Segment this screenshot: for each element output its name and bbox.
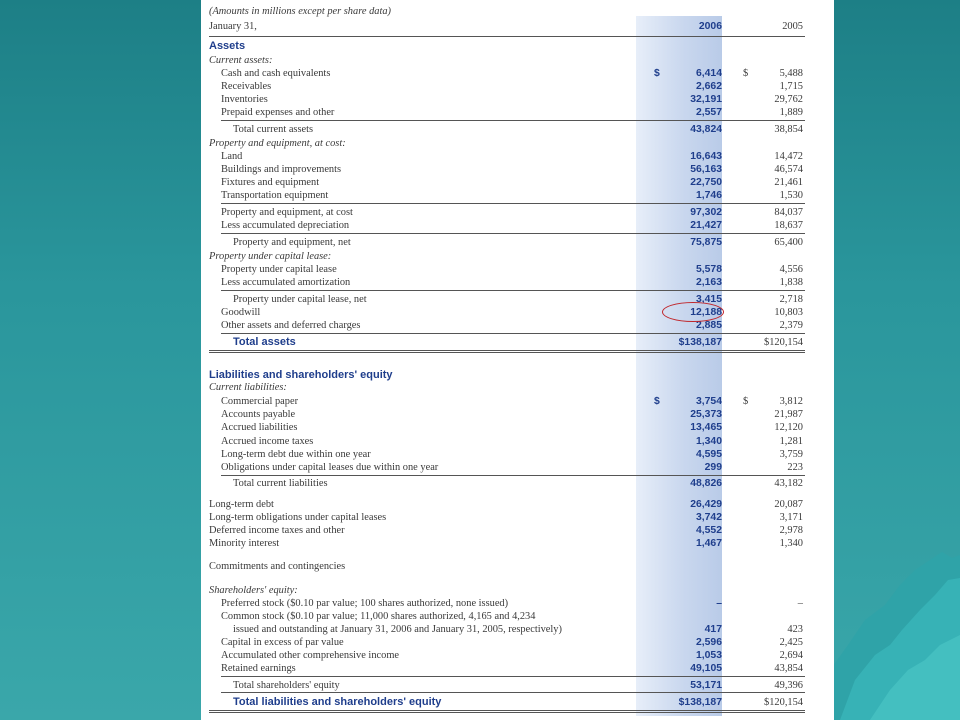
value-2006: 25,373	[690, 409, 722, 420]
value-2006: 5,578	[695, 264, 722, 275]
table-row	[209, 435, 801, 448]
row-label: Deferred income taxes and other	[209, 525, 345, 536]
balance-sheet-page	[201, 0, 834, 720]
commitments-row	[209, 560, 801, 573]
table-row	[209, 597, 801, 610]
lease-heading	[209, 250, 801, 263]
rule	[221, 290, 805, 291]
value-2005: 1,889	[779, 107, 803, 118]
value-2006: 32,191	[690, 94, 722, 105]
value-2005: 3,759	[779, 449, 803, 460]
row-label: Land	[221, 151, 243, 162]
row-label: Inventories	[221, 94, 268, 105]
table-row	[209, 163, 801, 176]
row-label: Property under capital lease, net	[233, 294, 367, 305]
value-2006: 1,467	[695, 538, 722, 549]
currency-symbol: $	[654, 68, 660, 79]
row-label: Accumulated other comprehensive income	[221, 650, 400, 661]
value-2006: 3,742	[695, 512, 722, 523]
value-number: 3,812	[779, 396, 803, 407]
row-label: issued and outstanding at January 31, 2006 and January 31, 2005, respectively)	[233, 624, 562, 635]
row-label: Minority interest	[209, 538, 280, 549]
table-row	[209, 649, 801, 662]
row-label: (Amounts in millions except per share data)	[209, 6, 391, 17]
value-2006: 1,746	[695, 190, 722, 201]
row-label: Total liabilities and shareholders' equity	[233, 696, 442, 708]
value-2005: 43,854	[774, 663, 803, 674]
row-label: Shareholders' equity:	[209, 585, 298, 596]
table-row	[209, 448, 801, 461]
table-row-total	[209, 477, 801, 490]
current-liabilities-heading	[209, 381, 801, 394]
row-label: Total current assets	[233, 124, 314, 135]
value-2005: 29,762	[774, 94, 803, 105]
value-2005: $120,154	[764, 697, 803, 708]
value-number: 5,488	[779, 68, 803, 79]
row-label: Goodwill	[221, 307, 261, 318]
row-label: Long-term obligations under capital leases	[209, 512, 387, 523]
value-2006: 16,643	[690, 151, 722, 162]
row-label: Less accumulated depreciation	[221, 220, 350, 231]
year-2006-header: 2006	[698, 21, 722, 32]
value-2006: 21,427	[690, 220, 722, 231]
value-2005: 49,396	[774, 680, 803, 691]
value-2005: 1,715	[779, 81, 803, 92]
table-row	[209, 80, 801, 93]
table-row	[209, 408, 801, 421]
value-2005: 14,472	[774, 151, 803, 162]
value-2005: 1,838	[779, 277, 803, 288]
value-2006: $138,187	[678, 697, 722, 708]
value-2005: $120,154	[764, 337, 803, 348]
rule	[221, 333, 805, 334]
date-label: January 31,	[209, 21, 257, 32]
total-assets-row	[209, 336, 801, 349]
value-number: 6,414	[695, 68, 722, 79]
table-row	[209, 421, 801, 434]
goodwill-highlight-circle	[662, 302, 724, 322]
table-row	[209, 219, 801, 232]
table-row	[209, 263, 801, 276]
row-label: Transportation equipment	[221, 190, 329, 201]
value-2005: 20,087	[774, 499, 803, 510]
value-2005: 2,694	[779, 650, 803, 661]
value-2005: 2,718	[779, 294, 803, 305]
value-2006: –	[716, 598, 722, 609]
row-label: Prepaid expenses and other	[221, 107, 335, 118]
row-label: Accounts payable	[221, 409, 296, 420]
value-2006: 43,824	[690, 124, 722, 135]
value-2005: 65,400	[774, 237, 803, 248]
row-label: Long-term debt due within one year	[221, 449, 371, 460]
table-row	[209, 610, 801, 623]
value-2006: 2,662	[695, 81, 722, 92]
equity-heading	[209, 584, 801, 597]
double-rule	[209, 710, 805, 713]
value-2006: 22,750	[690, 177, 722, 188]
row-label: Fixtures and equipment	[221, 177, 320, 188]
rule	[221, 120, 805, 121]
value-2005: 2,978	[779, 525, 803, 536]
table-row	[209, 662, 801, 675]
currency-symbol: $	[654, 396, 660, 407]
row-label: Long-term debt	[209, 499, 274, 510]
table-row-total	[209, 123, 801, 136]
rule	[221, 203, 805, 204]
value-2005: 1,530	[779, 190, 803, 201]
row-label: Obligations under capital leases due within one year	[221, 462, 439, 473]
value-2005: 10,803	[774, 307, 803, 318]
table-row	[209, 524, 801, 537]
value-2006: 2,596	[695, 637, 722, 648]
table-row	[209, 93, 801, 106]
value-2006: 1,053	[695, 650, 722, 661]
header-row	[209, 20, 801, 33]
value-2005: 18,637	[774, 220, 803, 231]
mountain-decoration	[830, 550, 960, 720]
row-label: Capital in excess of par value	[221, 637, 344, 648]
row-label: Property under capital lease:	[209, 251, 332, 262]
value-2006: 2,557	[695, 107, 722, 118]
row-label: Property and equipment, at cost:	[209, 138, 346, 149]
value-2005: 84,037	[774, 207, 803, 218]
value-2005: –	[797, 598, 803, 609]
table-row	[209, 176, 801, 189]
row-label: Receivables	[221, 81, 272, 92]
value-2005: 1,340	[779, 538, 803, 549]
row-label: Current assets:	[209, 55, 273, 66]
value-2005: 3,171	[779, 512, 803, 523]
value-2006: 1,340	[695, 436, 722, 447]
table-row	[209, 395, 801, 408]
units-note	[209, 5, 801, 18]
value-2005: 423	[787, 624, 803, 635]
rule	[221, 676, 805, 677]
table-row	[209, 498, 801, 511]
double-rule	[209, 350, 805, 353]
value-2006: 299	[704, 462, 722, 473]
value-2005: 2,425	[779, 637, 803, 648]
row-label: Other assets and deferred charges	[221, 320, 361, 331]
value-2006: 2,885	[695, 320, 722, 331]
row-label: Liabilities and shareholders' equity	[209, 369, 393, 381]
value-2006: 2,163	[695, 277, 722, 288]
row-label: Retained earnings	[221, 663, 296, 674]
row-label: Accrued liabilities	[221, 422, 298, 433]
table-row	[209, 636, 801, 649]
value-number: 3,754	[695, 396, 722, 407]
value-2006: 53,171	[690, 680, 722, 691]
value-2006: 13,465	[690, 422, 722, 433]
value-2005: 12,120	[774, 422, 803, 433]
row-label: Current liabilities:	[209, 382, 287, 393]
value-2006: 56,163	[690, 164, 722, 175]
total-liabilities-equity-row	[209, 696, 801, 709]
value-2005: 4,556	[779, 264, 803, 275]
cell-text: $	[743, 396, 749, 407]
rule	[221, 692, 805, 693]
table-row	[209, 150, 801, 163]
value-2006: $138,187	[678, 337, 722, 348]
value-2006: 97,302	[690, 207, 722, 218]
value-2006: 75,875	[690, 237, 722, 248]
value-2006: 4,552	[695, 525, 722, 536]
value-2005: 223	[787, 462, 803, 473]
value-2005: 43,182	[774, 478, 803, 489]
row-label: Common stock ($0.10 par value; 11,000 shares authorized, 4,165 and 4,234	[221, 611, 536, 622]
table-row	[209, 319, 801, 332]
value-2006: 4,595	[695, 449, 722, 460]
row-label: Commercial paper	[221, 396, 299, 407]
value-2005: 21,987	[774, 409, 803, 420]
value-2006: 12,188	[690, 307, 722, 318]
value-2005: 1,281	[779, 436, 803, 447]
row-label: Property under capital lease	[221, 264, 337, 275]
row-label: Buildings and improvements	[221, 164, 342, 175]
rule	[221, 233, 805, 234]
header-rule	[209, 36, 805, 37]
table-row	[209, 461, 801, 474]
value-2006: 3,415	[695, 294, 722, 305]
table-row	[209, 511, 801, 524]
table-row-total	[209, 236, 801, 249]
year-2005-header: 2005	[782, 21, 803, 32]
row-label: Assets	[209, 40, 246, 52]
row-label: Preferred stock ($0.10 par value; 100 shares authorized, none issued)	[221, 598, 509, 609]
row-label: Property and equipment, net	[233, 237, 351, 248]
value-2005: 38,854	[774, 124, 803, 135]
table-row	[209, 623, 801, 636]
value-2005: 2,379	[779, 320, 803, 331]
value-2005: 21,461	[774, 177, 803, 188]
row-label: Accrued income taxes	[221, 436, 314, 447]
row-label: Cash and cash equivalents	[221, 68, 331, 79]
table-row	[209, 67, 801, 80]
table-row	[209, 206, 801, 219]
table-row	[209, 276, 801, 289]
rule	[221, 475, 805, 476]
value-2006: 48,826	[690, 478, 722, 489]
value-2006: 49,105	[690, 663, 722, 674]
row-label: Less accumulated amortization	[221, 277, 351, 288]
assets-heading	[209, 40, 801, 53]
row-label: Total shareholders' equity	[233, 680, 340, 691]
table-row	[209, 106, 801, 119]
table-row	[209, 189, 801, 202]
row-label: Total assets	[233, 336, 296, 348]
value-2006: 417	[704, 624, 722, 635]
current-assets-heading	[209, 54, 801, 67]
value-2005: 46,574	[774, 164, 803, 175]
row-label: Commitments and contingencies	[209, 561, 346, 572]
table-row-total	[209, 679, 801, 692]
table-row	[209, 537, 801, 550]
row-label: Total current liabilities	[233, 478, 328, 489]
ppe-heading	[209, 137, 801, 150]
cell-text: $	[743, 68, 749, 79]
value-2006: 26,429	[690, 499, 722, 510]
row-label: Property and equipment, at cost	[221, 207, 353, 218]
